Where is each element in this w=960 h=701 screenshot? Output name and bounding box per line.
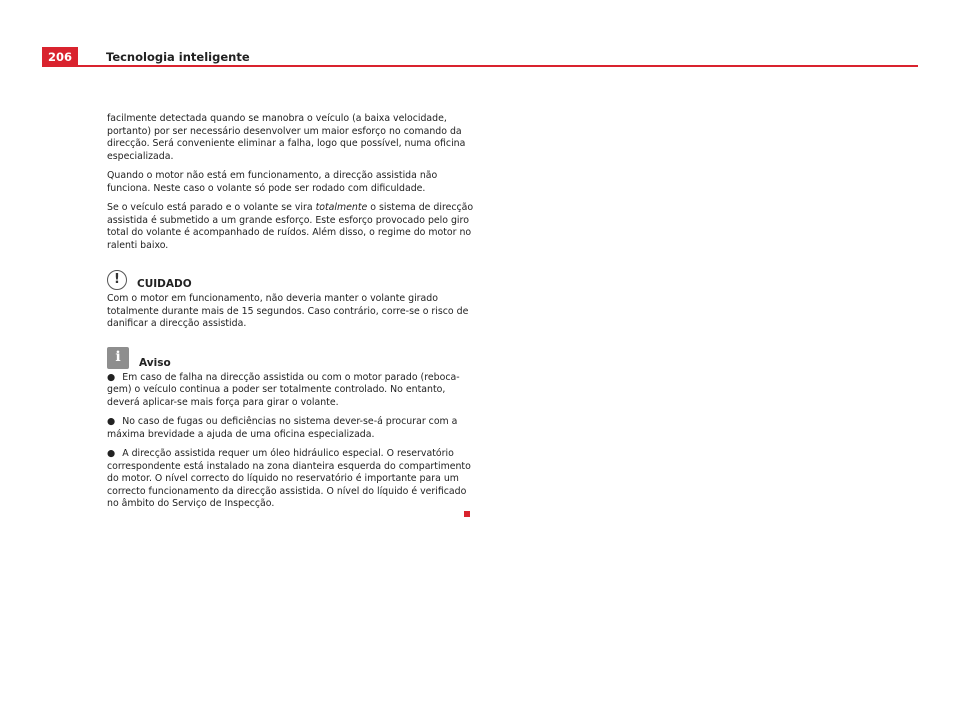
paragraph-full-lock-before: Se o veículo está parado e o volante se vira [107,202,316,213]
caution-box [107,266,477,331]
bullet-icon: ● [107,416,116,427]
info-icon: i [107,347,129,369]
emphasis-totalmente: totalmente [315,202,368,213]
paragraph-full-lock-after: o sistema de direcção assistida é submetido a um grande esforço. Este esforço provocado pelo giro total do volante é acompanhado de ruídos. Além disso, o regime do motor no ralenti baixo. [107,202,474,251]
paragraph-engine-off: Quando o motor não está em funcionamento, a direcção assistida não funciona. Neste caso o volante só pode ser rodado com dificuldade. [107,170,438,194]
list-item-text: A direcção assistida requer um óleo hidráulico especial. O reservatório correspondente está instalado na zona dianteira esquerda do compartimento do motor. O nível correcto do líquido no reservatório é importante para um correcto funcionamento da direcção assistida. O nível do líquido é verificado no âmbito do Serviço de Inspecção. [107,448,471,509]
note-header [107,345,477,369]
list-item-text: No caso de fugas ou deficiências no sistema dever-se-á procurar com a máxima brevidade a ajuda de uma oficina especializada. [107,416,458,440]
section-title: Tecnologia inteligente [106,50,250,64]
paragraph-continued: facilmente detectada quando se manobra o veículo (a baixa velocidade, portanto) por ser necessário desenvolver um maior esforço no comando da direcção. Será conveniente eliminar a falha, logo que possível, numa oficina especializada. [107,113,466,162]
caution-header [107,266,477,290]
list-item [107,448,477,511]
list-item [107,416,477,441]
bullet-icon: ● [107,371,116,383]
note-title: Aviso [139,356,171,369]
page-number: 206 [42,47,78,67]
list-item-text: Em caso de falha na direcção assistida ou com o motor parado (reboca-gem) o veículo continua a poder ser totalmente controlado. No entanto, deverá aplicar-se mais força para girar o volante. [107,371,460,408]
caution-text: Com o motor em funcionamento, não deveria manter o volante girado totalmente durante mais de 15 segundos. Caso contrário, corre-se o risco de danificar a direcção assistida. [107,293,469,329]
bullet-icon: ● [107,448,116,459]
end-of-section-square-icon [464,511,470,517]
page-header [42,47,918,67]
warning-circle-icon: ! [107,270,127,290]
main-content [107,113,477,518]
paragraph-full-lock [107,202,477,252]
caution-title: CUIDADO [137,278,192,290]
list-item [107,372,477,410]
note-box [107,345,477,511]
header-rule [78,65,918,67]
